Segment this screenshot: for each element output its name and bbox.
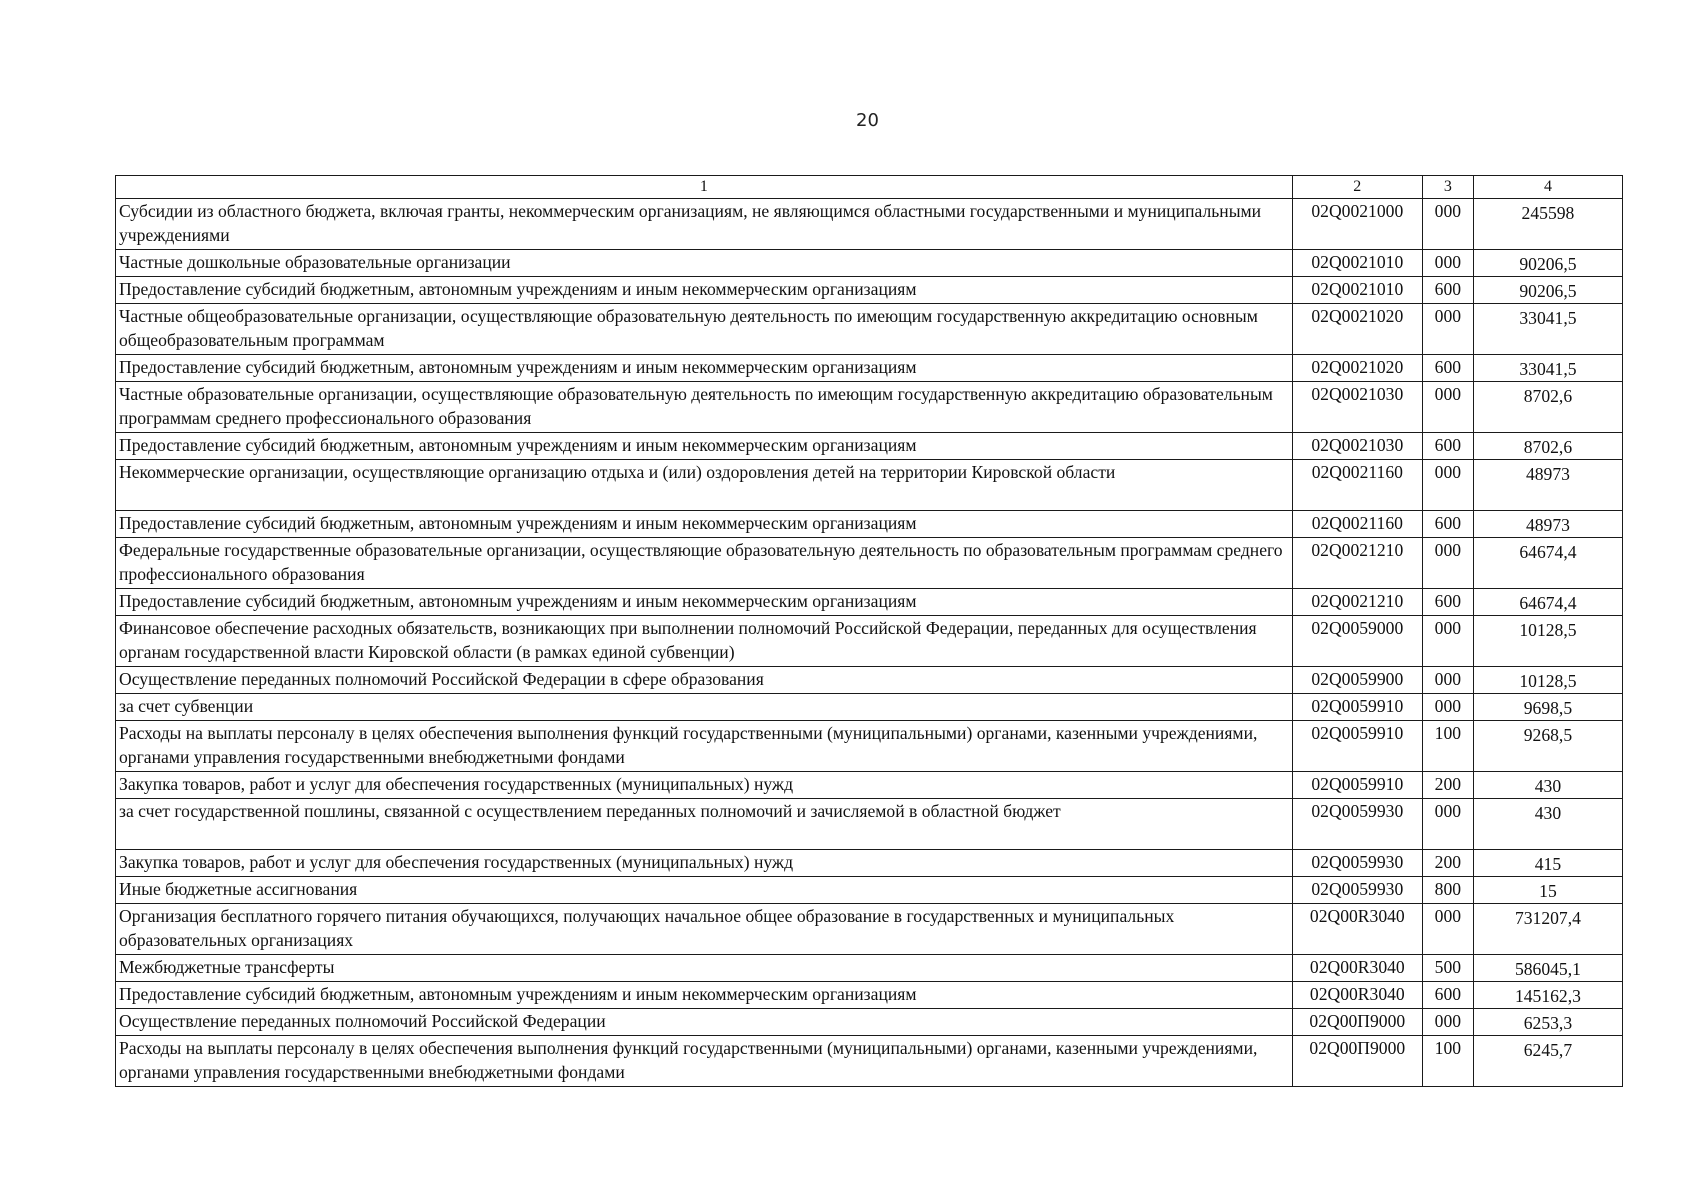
row-name-cell: Частные общеобразовательные организации, осуществляющие образовательную деятельность по имеющим государственную аккредитацию основным общеобразовательным программам xyxy=(116,304,1293,355)
row-name-cell: Организация бесплатного горячего питания обучающихся, получающих начальное общее образование в государственных и муниципальных образовательных организациях xyxy=(116,904,1293,955)
row-code-cell: 02Q00R3040 xyxy=(1292,955,1422,982)
row-type-cell: 500 xyxy=(1422,955,1473,982)
row-name-cell: Закупка товаров, работ и услуг для обеспечения государственных (муниципальных) нужд xyxy=(116,850,1293,877)
row-code-cell: 02Q0021030 xyxy=(1292,382,1422,433)
row-amount-cell: 430 xyxy=(1473,799,1622,850)
row-type-cell: 000 xyxy=(1422,538,1473,589)
row-code-cell: 02Q0059930 xyxy=(1292,850,1422,877)
table-row xyxy=(116,1036,1623,1087)
row-amount-cell: 10128,5 xyxy=(1473,667,1622,694)
row-name-cell: Закупка товаров, работ и услуг для обеспечения государственных (муниципальных) нужд xyxy=(116,772,1293,799)
row-type-cell: 000 xyxy=(1422,199,1473,250)
row-amount-cell: 64674,4 xyxy=(1473,589,1622,616)
table-row xyxy=(116,511,1623,538)
row-code-cell: 02Q00R3040 xyxy=(1292,904,1422,955)
table-row xyxy=(116,616,1623,667)
row-code-cell: 02Q00П9000 xyxy=(1292,1036,1422,1087)
row-code-cell: 02Q0059910 xyxy=(1292,694,1422,721)
row-type-cell: 200 xyxy=(1422,772,1473,799)
row-name-cell: Осуществление переданных полномочий Российской Федерации в сфере образования xyxy=(116,667,1293,694)
row-type-cell: 600 xyxy=(1422,982,1473,1009)
table-row xyxy=(116,982,1623,1009)
row-amount-cell: 586045,1 xyxy=(1473,955,1622,982)
row-amount-cell: 64674,4 xyxy=(1473,538,1622,589)
row-code-cell: 02Q0021000 xyxy=(1292,199,1422,250)
row-type-cell: 600 xyxy=(1422,589,1473,616)
row-name-cell: Предоставление субсидий бюджетным, автономным учреждениям и иным некоммерческим организациям xyxy=(116,982,1293,1009)
header-col-3: 3 xyxy=(1422,176,1473,199)
row-amount-cell: 48973 xyxy=(1473,511,1622,538)
row-code-cell: 02Q0021160 xyxy=(1292,511,1422,538)
row-type-cell: 000 xyxy=(1422,382,1473,433)
row-code-cell: 02Q0021160 xyxy=(1292,460,1422,511)
table-row xyxy=(116,250,1623,277)
row-name-cell: Финансовое обеспечение расходных обязательств, возникающих при выполнении полномочий Российской Федерации, переданных для осуществления органам государственной власти Кировской области (в рамках единой субвенции) xyxy=(116,616,1293,667)
row-code-cell: 02Q0021210 xyxy=(1292,538,1422,589)
row-name-cell: Предоставление субсидий бюджетным, автономным учреждениям и иным некоммерческим организациям xyxy=(116,589,1293,616)
row-amount-cell: 33041,5 xyxy=(1473,304,1622,355)
table-header-row xyxy=(116,176,1623,199)
table-row xyxy=(116,877,1623,904)
row-name-cell: Иные бюджетные ассигнования xyxy=(116,877,1293,904)
table-row xyxy=(116,694,1623,721)
header-col-2: 2 xyxy=(1292,176,1422,199)
row-type-cell: 000 xyxy=(1422,616,1473,667)
header-col-4: 4 xyxy=(1473,176,1622,199)
row-type-cell: 600 xyxy=(1422,277,1473,304)
row-code-cell: 02Q0059900 xyxy=(1292,667,1422,694)
row-type-cell: 100 xyxy=(1422,1036,1473,1087)
table-row xyxy=(116,589,1623,616)
row-amount-cell: 9268,5 xyxy=(1473,721,1622,772)
row-name-cell: Предоставление субсидий бюджетным, автономным учреждениям и иным некоммерческим организациям xyxy=(116,511,1293,538)
row-type-cell: 600 xyxy=(1422,433,1473,460)
row-name-cell: Предоставление субсидий бюджетным, автономным учреждениям и иным некоммерческим организациям xyxy=(116,433,1293,460)
row-name-cell: Осуществление переданных полномочий Российской Федерации xyxy=(116,1009,1293,1036)
row-amount-cell: 8702,6 xyxy=(1473,433,1622,460)
table-row xyxy=(116,460,1623,511)
table-row xyxy=(116,199,1623,250)
row-amount-cell: 731207,4 xyxy=(1473,904,1622,955)
row-code-cell: 02Q0059930 xyxy=(1292,799,1422,850)
row-amount-cell: 33041,5 xyxy=(1473,355,1622,382)
row-code-cell: 02Q0021210 xyxy=(1292,589,1422,616)
budget-table xyxy=(115,175,1623,1087)
row-amount-cell: 245598 xyxy=(1473,199,1622,250)
row-type-cell: 800 xyxy=(1422,877,1473,904)
table-row xyxy=(116,433,1623,460)
row-code-cell: 02Q0059930 xyxy=(1292,877,1422,904)
row-amount-cell: 90206,5 xyxy=(1473,250,1622,277)
row-name-cell: Расходы на выплаты персоналу в целях обеспечения выполнения функций государственными (муниципальными) органами, казенными учреждениями, органами управления государственными внебюджетными фондами xyxy=(116,721,1293,772)
row-amount-cell: 6253,3 xyxy=(1473,1009,1622,1036)
header-col-1: 1 xyxy=(116,176,1293,199)
row-type-cell: 100 xyxy=(1422,721,1473,772)
table-row xyxy=(116,667,1623,694)
row-type-cell: 000 xyxy=(1422,460,1473,511)
row-code-cell: 02Q0021010 xyxy=(1292,250,1422,277)
row-name-cell: за счет субвенции xyxy=(116,694,1293,721)
row-type-cell: 200 xyxy=(1422,850,1473,877)
row-code-cell: 02Q0021020 xyxy=(1292,304,1422,355)
row-code-cell: 02Q0059000 xyxy=(1292,616,1422,667)
row-amount-cell: 145162,3 xyxy=(1473,982,1622,1009)
table-row xyxy=(116,772,1623,799)
table-row xyxy=(116,850,1623,877)
row-name-cell: Частные образовательные организации, осуществляющие образовательную деятельность по имеющим государственную аккредитацию образовательным программам среднего профессионального образования xyxy=(116,382,1293,433)
row-name-cell: Федеральные государственные образовательные организации, осуществляющие образовательную деятельность по образовательным программам среднего профессионального образования xyxy=(116,538,1293,589)
table-row xyxy=(116,382,1623,433)
row-type-cell: 000 xyxy=(1422,667,1473,694)
table-row xyxy=(116,277,1623,304)
row-type-cell: 600 xyxy=(1422,511,1473,538)
row-code-cell: 02Q0059910 xyxy=(1292,721,1422,772)
row-amount-cell: 48973 xyxy=(1473,460,1622,511)
table-row xyxy=(116,304,1623,355)
row-amount-cell: 430 xyxy=(1473,772,1622,799)
row-name-cell: Субсидии из областного бюджета, включая гранты, некоммерческим организациям, не являющимся областными государственными и муниципальными учреждениями xyxy=(116,199,1293,250)
table-row xyxy=(116,799,1623,850)
table-row xyxy=(116,355,1623,382)
row-code-cell: 02Q0021020 xyxy=(1292,355,1422,382)
row-amount-cell: 9698,5 xyxy=(1473,694,1622,721)
table-body xyxy=(116,199,1623,1087)
row-code-cell: 02Q00П9000 xyxy=(1292,1009,1422,1036)
table-row xyxy=(116,904,1623,955)
row-name-cell: Некоммерческие организации, осуществляющие организацию отдыха и (или) оздоровления детей на территории Кировской области xyxy=(116,460,1293,511)
row-name-cell: Расходы на выплаты персоналу в целях обеспечения выполнения функций государственными (муниципальными) органами, казенными учреждениями, органами управления государственными внебюджетными фондами xyxy=(116,1036,1293,1087)
row-name-cell: Предоставление субсидий бюджетным, автономным учреждениям и иным некоммерческим организациям xyxy=(116,277,1293,304)
row-name-cell: Межбюджетные трансферты xyxy=(116,955,1293,982)
row-code-cell: 02Q00R3040 xyxy=(1292,982,1422,1009)
row-type-cell: 000 xyxy=(1422,904,1473,955)
row-amount-cell: 415 xyxy=(1473,850,1622,877)
row-amount-cell: 6245,7 xyxy=(1473,1036,1622,1087)
page-number: 20 xyxy=(856,110,879,131)
table-row xyxy=(116,955,1623,982)
table-row xyxy=(116,721,1623,772)
row-code-cell: 02Q0021030 xyxy=(1292,433,1422,460)
row-name-cell: Предоставление субсидий бюджетным, автономным учреждениям и иным некоммерческим организациям xyxy=(116,355,1293,382)
row-amount-cell: 10128,5 xyxy=(1473,616,1622,667)
row-amount-cell: 15 xyxy=(1473,877,1622,904)
row-type-cell: 000 xyxy=(1422,250,1473,277)
row-code-cell: 02Q0021010 xyxy=(1292,277,1422,304)
row-type-cell: 000 xyxy=(1422,799,1473,850)
row-type-cell: 000 xyxy=(1422,304,1473,355)
row-type-cell: 000 xyxy=(1422,1009,1473,1036)
table-row xyxy=(116,538,1623,589)
row-amount-cell: 90206,5 xyxy=(1473,277,1622,304)
table-row xyxy=(116,1009,1623,1036)
row-code-cell: 02Q0059910 xyxy=(1292,772,1422,799)
row-amount-cell: 8702,6 xyxy=(1473,382,1622,433)
row-name-cell: Частные дошкольные образовательные организации xyxy=(116,250,1293,277)
row-name-cell: за счет государственной пошлины, связанной с осуществлением переданных полномочий и зачисляемой в областной бюджет xyxy=(116,799,1293,850)
row-type-cell: 000 xyxy=(1422,694,1473,721)
row-type-cell: 600 xyxy=(1422,355,1473,382)
